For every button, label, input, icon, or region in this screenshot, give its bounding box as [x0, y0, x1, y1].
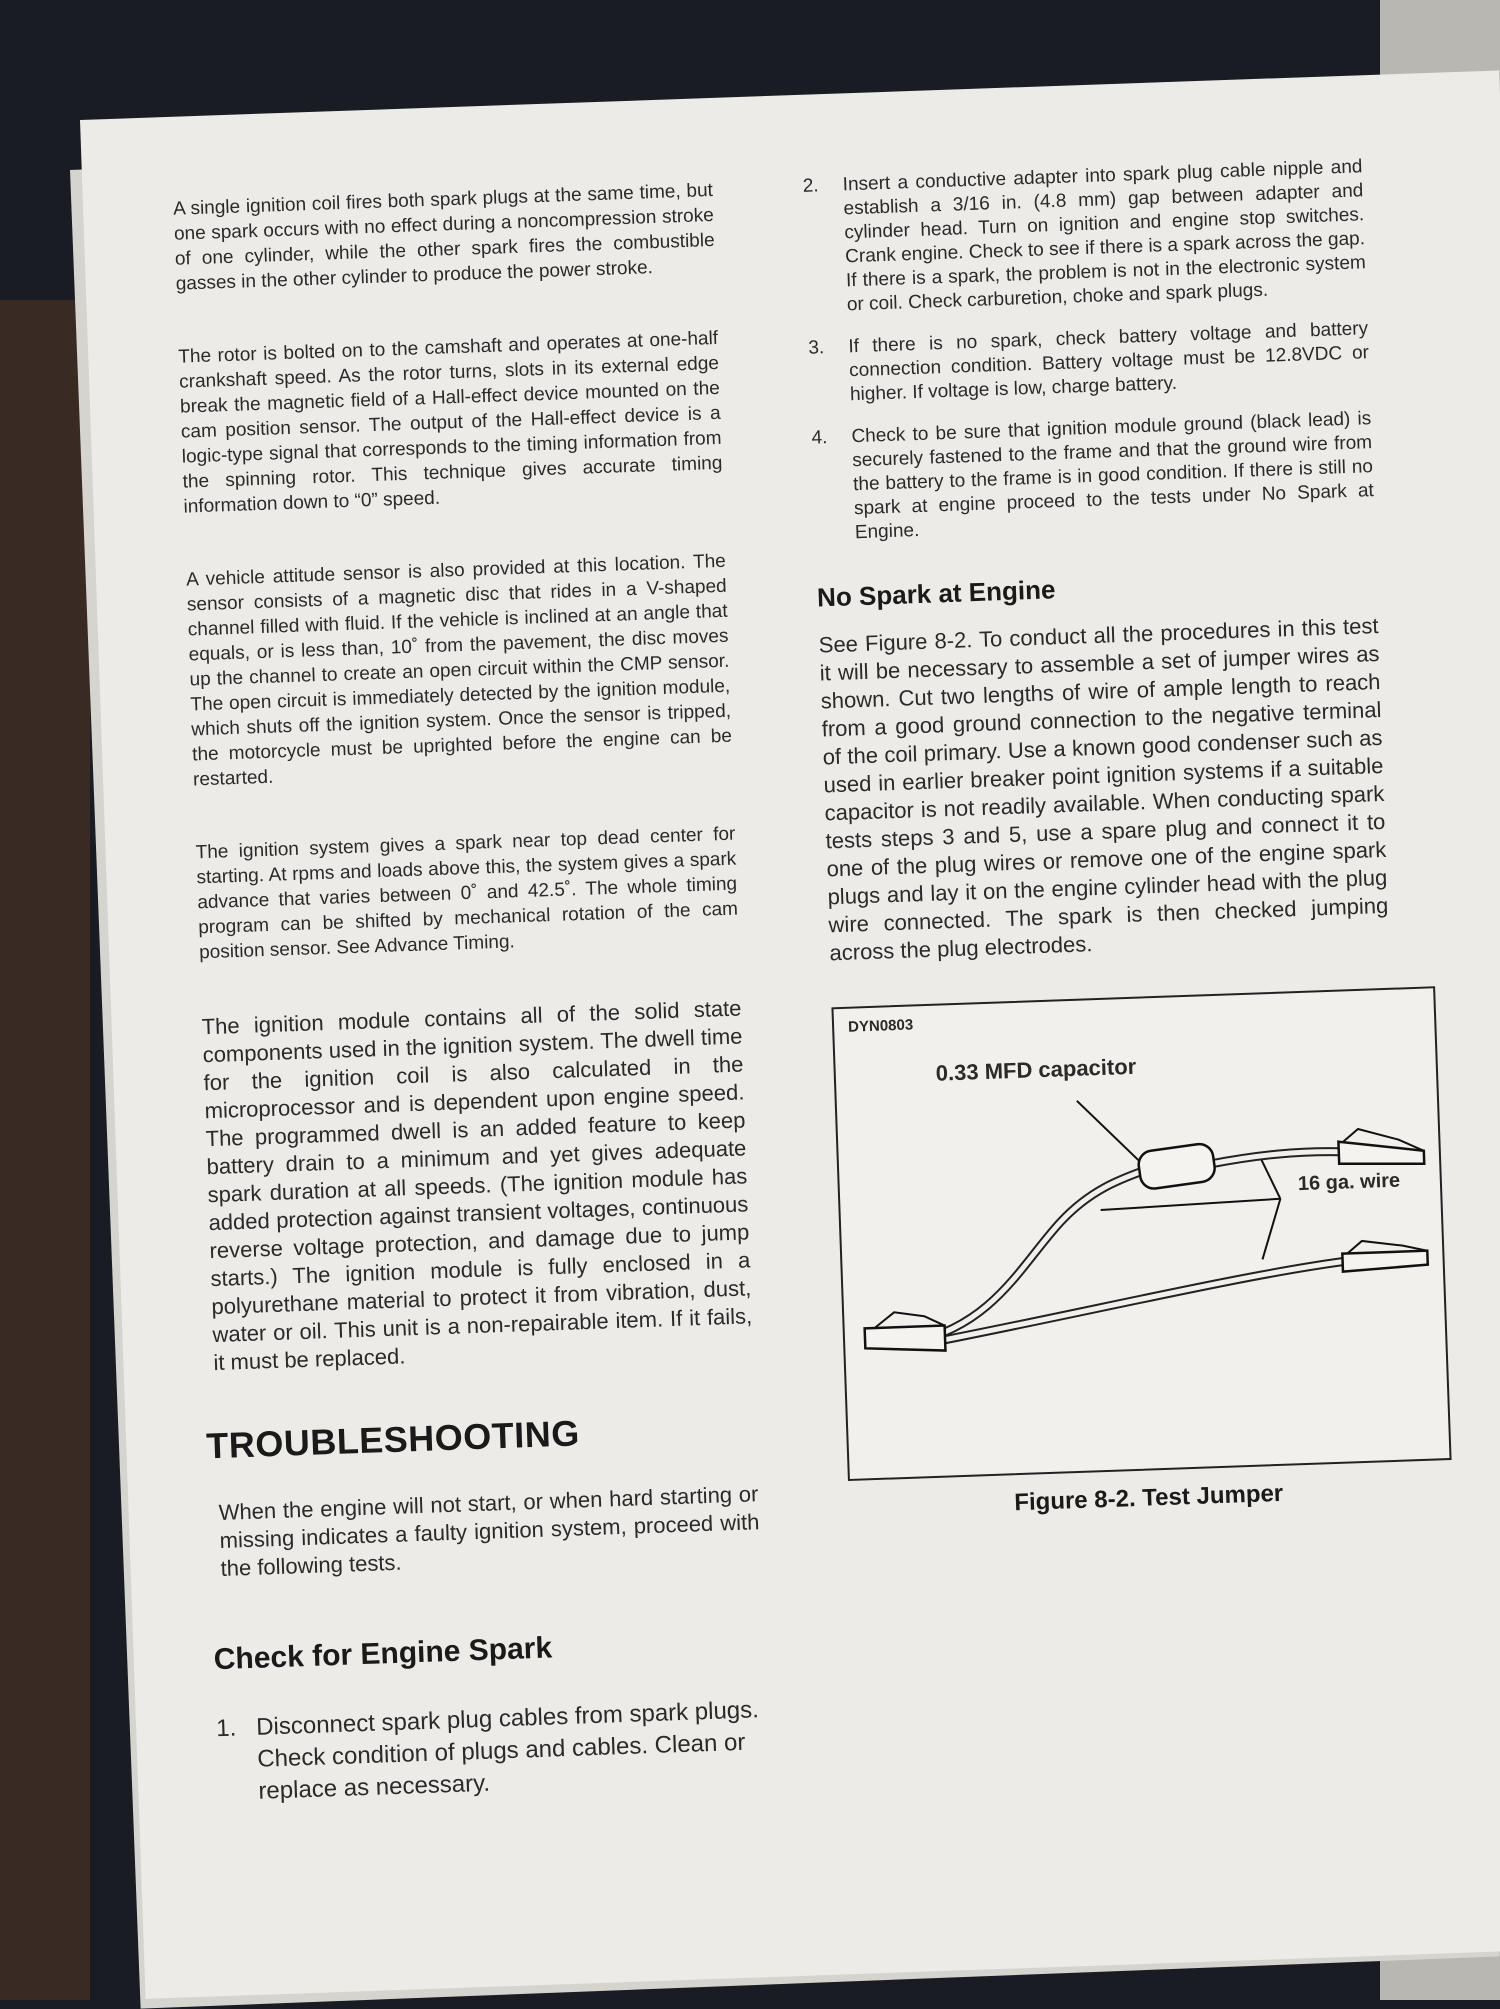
figure-test-jumper	[831, 986, 1451, 1481]
no-spark-heading: No Spark at Engine	[816, 574, 1056, 613]
paragraph-attitude-sensor: A vehicle attitude sensor is also provided at this location. The sensor consists of a magnetic disc that rides in a V-shaped channel filled with fluid. If the vehicle is inclined at an angle that equals, or is less than, 10˚ from the pavement, the disc moves up the channel to create an open circuit within the CMP sensor. The open circuit is immediately detected by the ignition module, which shuts off the ignition system. Once the sensor is tripped, the motorcycle must be uprighted before the engine can be restarted.	[185, 550, 733, 791]
paragraph-ignition-module: The ignition module contains all of the solid state components used in the ignition system. The dwell time for the ignition coil is also calculated in the microprocessor and is dependent upon engine speed. The programmed dwell is an added feature to keep battery drain to a minimum and yet gives adequate spark duration at all speeds. (The ignition module has added protection against transient voltages, continuous reverse voltage protection, and damage due to jump starts.) The ignition module is fully enclosed in a polyurethane material to protect it from vibration, dust, water or oil. This unit is a non-repairable item. If it fails, it must be replaced.	[201, 995, 753, 1376]
step-number: 1.	[215, 1714, 237, 1743]
troubleshooting-heading: TROUBLESHOOTING	[205, 1412, 581, 1467]
background-hand	[0, 300, 90, 2000]
capacitor-shape	[1137, 1142, 1217, 1190]
paragraph-rotor: The rotor is bolted on to the camshaft and operates at one-half crankshaft speed. As the rotor turns, slots in its external edge break the magnetic field of a Hall-effect device mounted on the cam position sensor. The output of the Hall-effect device is a logic-type signal that corresponds to the timing information from the spinning rotor. This technique gives accurate timing information down to “0” speed.	[177, 327, 723, 518]
step-1	[216, 1694, 769, 1809]
step-text: Disconnect spark plug cables from spark plugs. Check condition of plugs and cables. Clean or replace as necessary.	[255, 1696, 760, 1805]
alligator-clip-top-right	[1338, 1139, 1424, 1167]
wire-label: 16 ga. wire	[1297, 1169, 1401, 1196]
step-4	[811, 407, 1375, 546]
troubleshooting-intro: When the engine will not start, or when hard starting or missing indicates a faulty ignition system, proceed with the following tests.	[218, 1481, 760, 1581]
step-2	[802, 155, 1367, 318]
manual-page	[80, 70, 1500, 1998]
step-3	[808, 317, 1370, 408]
paragraph-spark-advance: The ignition system gives a spark near top dead center for starting. At rpms and loads above this, the system gives a spark advance that varies between 0˚ and 42.5˚. The whole timing program can be shifted by mechanical rotation of the cam position sensor. See Advance Timing.	[195, 823, 739, 964]
alligator-clip-bottom-right	[1342, 1251, 1428, 1272]
wire-leader-line-2	[1259, 1154, 1281, 1200]
step-number: 4.	[811, 427, 828, 449]
step-number: 3.	[808, 337, 825, 359]
wire-leader-line-3	[1260, 1199, 1282, 1260]
step-text: Insert a conductive adapter into spark plug cable nipple and establish a 3/16 in. (4.8 mm) gap between adapter and cylinder head. Turn on ignition and engine stop switches. Crank engine. Check to see if there is a spark across the gap. If there is a spark, the problem is not in the electronic system or coil. Check carburetion, choke and spark plugs.	[842, 156, 1367, 316]
step-text: Check to be sure that ignition module ground (black lead) is securely fastened to the frame and that the ground wire from the battery to the frame is in good condition. If there is still no spark at engine proceed to the tests under No Spark at Engine.	[851, 408, 1375, 544]
steps-list	[802, 155, 1375, 546]
paragraph-ignition-coil: A single ignition coil fires both spark plugs at the same time, but one spark occurs with no effect during a noncompression stroke of one cylinder, while the other spark fires the combustible gasses in the other cylinder to produce the power stroke.	[172, 179, 715, 295]
no-spark-paragraph: See Figure 8-2. To conduct all the procedures in this test it will be necessary to assemble a set of jumper wires as shown. Cut two lengths of wire of ample length to reach from a good ground connection to the negative terminal of the coil primary. Use a known good condenser such as used in earlier breaker point ignition systems if a suitable capacitor is not readily available. When conducting spark tests steps 3 and 5, use a spare plug and connect it to one of the plug wires or remove one of the engine spark plugs and lay it on the engine cylinder head with the plug wire connected. The spark is then checked jumping across the plug electrodes.	[818, 613, 1389, 966]
check-engine-spark-heading: Check for Engine Spark	[213, 1631, 553, 1677]
jumper-illustration	[833, 988, 1449, 1479]
wire-leader-line-1	[1100, 1199, 1280, 1210]
left-column	[173, 178, 769, 1809]
capacitor-label: 0.33 MFD capacitor	[935, 1053, 1137, 1086]
step-number: 2.	[802, 175, 819, 197]
alligator-clip-left	[865, 1326, 946, 1354]
capacitor-leader-line	[1077, 1099, 1139, 1163]
step-text: If there is no spark, check battery voltage and battery connection condition. Battery voltage must be 12.8VDC or higher. If voltage is low, charge battery.	[848, 318, 1370, 406]
right-column	[802, 155, 1409, 1523]
figure-id: DYN0803	[847, 1016, 914, 1036]
figure-caption: Figure 8-2. Test Jumper	[1013, 1479, 1284, 1517]
